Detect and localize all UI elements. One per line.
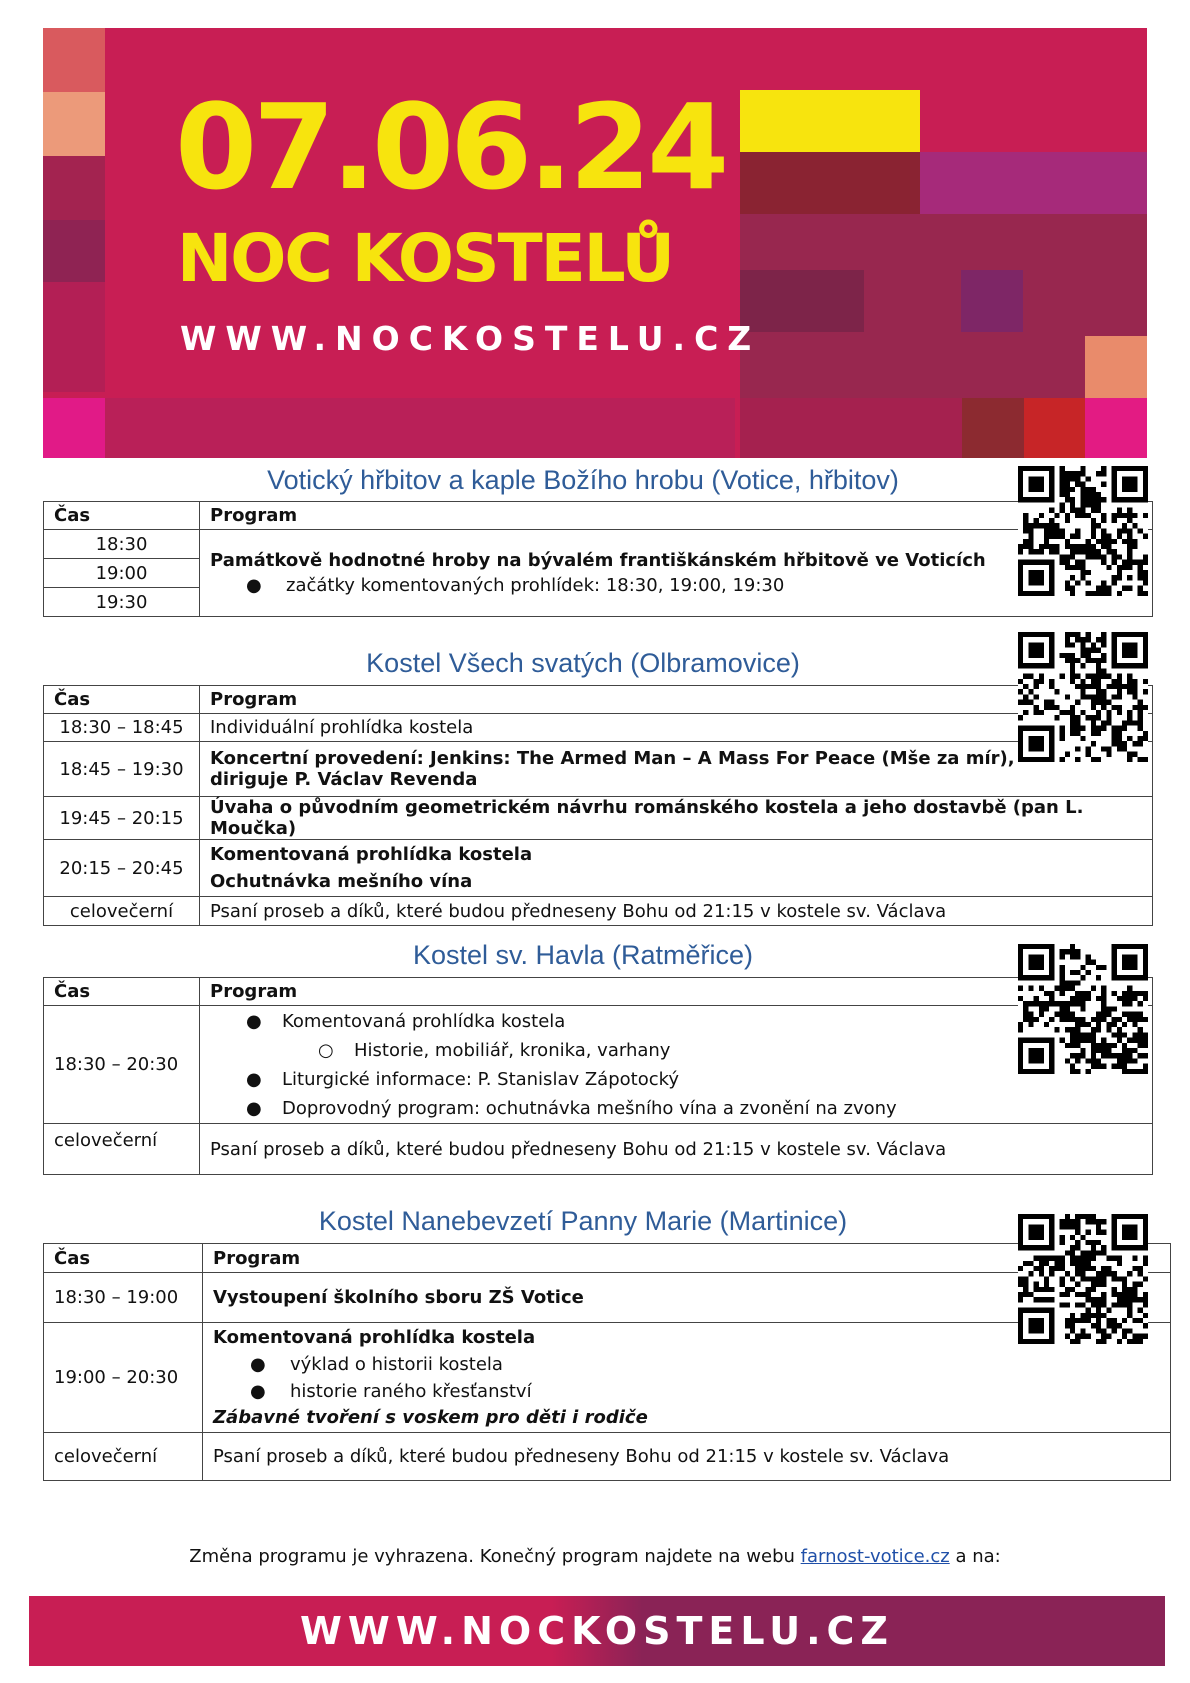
time-cell: celovečerní: [44, 1433, 203, 1481]
header-program: Program: [203, 1244, 1171, 1273]
event-banner: [43, 28, 1147, 458]
time-cell: 20:15 – 20:45: [44, 840, 200, 897]
program-cell: Komentovaná prohlídka kostela Ochutnávka mešního vína: [200, 840, 1153, 897]
bullet-icon: ●: [246, 1068, 262, 1090]
table-row: [44, 530, 1153, 559]
header-time: Čas: [44, 1244, 203, 1273]
decor-square: [43, 398, 105, 458]
event-title: NOC KOSTELŮ: [177, 220, 673, 297]
bullet-icon: ●: [250, 1380, 266, 1402]
list-item: ● historie raného křesťanství: [213, 1378, 1160, 1405]
time-cell: 19:30: [44, 588, 200, 617]
section-title-votice: Votický hřbitov a kaple Božího hrobu (Votice, hřbitov): [267, 465, 899, 495]
decor-square: [740, 152, 920, 214]
event-date: 07.06.24: [175, 78, 726, 216]
header-program: Program: [200, 686, 1153, 714]
program-title: Památkově hodnotné hroby na bývalém františkánském hřbitově ve Voticích: [210, 550, 986, 571]
decor-square: [43, 282, 105, 392]
time-cell: 19:45 – 20:15: [44, 797, 200, 840]
table-row: [44, 797, 1153, 840]
decor-square: [740, 90, 920, 152]
time-cell: 19:00: [44, 559, 200, 588]
event-url: WWW.NOCKOSTELU.CZ: [180, 319, 761, 358]
header-time: Čas: [44, 978, 200, 1006]
header-program: Program: [200, 978, 1153, 1006]
table-row: [44, 742, 1153, 797]
decor-square: [43, 220, 105, 282]
table-row: [44, 840, 1153, 897]
program-cell: [200, 1006, 1153, 1124]
decor-square: [43, 156, 105, 220]
sub-bullet-icon: ○: [318, 1039, 334, 1061]
list-item: ○ Historie, mobiliář, kronika, varhany: [210, 1036, 1142, 1065]
header-time: Čas: [44, 686, 200, 714]
header-time: Čas: [44, 502, 200, 530]
list-item: ● Doprovodný program: ochutnávka mešního vína a zvonění na zvony: [210, 1094, 1142, 1123]
bullet-icon: ●: [246, 575, 262, 596]
decor-square: [961, 270, 1023, 332]
time-cell: celovečerní: [44, 1124, 200, 1175]
time-cell: 18:45 – 19:30: [44, 742, 200, 797]
table-row: [44, 1433, 1171, 1481]
table-header-row: [44, 978, 1153, 1006]
qr-code-icon: [1018, 632, 1148, 762]
list-item: ● začátky komentovaných prohlídek: 18:30, 19:00, 19:30: [246, 575, 785, 596]
program-cell: [200, 530, 1153, 617]
bullet-icon: ●: [246, 1010, 262, 1032]
qr-code-icon: [1018, 1214, 1148, 1344]
list-item: ● Liturgické informace: P. Stanislav Zápotocký: [210, 1065, 1142, 1094]
farnost-link[interactable]: farnost-votice.cz: [800, 1546, 950, 1567]
program-table-olbramovice: [43, 685, 1153, 926]
section-title-olbramovice: Kostel Všech svatých (Olbramovice): [366, 648, 800, 678]
time-cell: 18:30 – 19:00: [44, 1273, 203, 1323]
decor-square: [1085, 398, 1147, 458]
program-cell: Individuální prohlídka kostela: [200, 714, 1153, 742]
decor-square: [740, 398, 962, 458]
footer-url: WWW.NOCKOSTELU.CZ: [300, 1609, 894, 1653]
program-table-votice: [43, 501, 1153, 617]
program-heading: Komentovaná prohlídka kostela: [213, 1326, 536, 1348]
program-cell: Úvaha o původním geometrickém návrhu románského kostela a jeho dostavbě (pan L. Moučka): [200, 797, 1153, 840]
list-item: ● Komentovaná prohlídka kostela: [210, 1007, 1142, 1036]
qr-code-icon: [1018, 944, 1148, 1074]
time-cell: celovečerní: [44, 897, 200, 926]
table-row: [44, 714, 1153, 742]
footer-banner: [29, 1596, 1165, 1666]
decor-square: [1024, 398, 1085, 458]
table-row: [44, 1323, 1171, 1433]
decor-square: [1085, 336, 1147, 398]
decor-square: [43, 92, 105, 156]
decor-square: [43, 28, 105, 92]
time-cell: 18:30 – 20:30: [44, 1006, 200, 1124]
header-program: Program: [200, 502, 1153, 530]
program-change-note: Změna programu je vyhrazena. Konečný program najdete na webu farnost-votice.cz a na:: [189, 1546, 1001, 1567]
table-row: [44, 1124, 1153, 1175]
table-row: [44, 1273, 1171, 1323]
table-row: [44, 1006, 1153, 1124]
program-table-martinice: [43, 1243, 1171, 1481]
time-cell: 18:30 – 18:45: [44, 714, 200, 742]
list-item: ● výklad o historii kostela: [213, 1351, 1160, 1378]
time-cell: 18:30: [44, 530, 200, 559]
bullet-icon: ●: [250, 1353, 266, 1375]
program-cell: Koncertní provedení: Jenkins: The Armed Man – A Mass For Peace (Mše za mír), diriguje P. Václav Revenda: [200, 742, 1153, 797]
program-extra: Zábavné tvoření s voskem pro děti i rodiče: [213, 1406, 648, 1428]
time-cell: 19:00 – 20:30: [44, 1323, 203, 1433]
table-row: [44, 897, 1153, 926]
program-cell: Psaní proseb a díků, které budou předneseny Bohu od 21:15 v kostele sv. Václava: [200, 897, 1153, 926]
qr-code-icon: [1018, 466, 1148, 596]
decor-square: [962, 398, 1024, 458]
decor-square: [920, 152, 1147, 214]
program-table-ratmerice: [43, 977, 1153, 1175]
section-title-ratmerice: Kostel sv. Havla (Ratměřice): [412, 940, 754, 970]
table-header-row: [44, 1244, 1171, 1273]
table-header-row: [44, 686, 1153, 714]
bullet-icon: ●: [246, 1097, 262, 1119]
table-header-row: [44, 502, 1153, 530]
section-title-martinice: Kostel Nanebevzetí Panny Marie (Martinice): [318, 1206, 848, 1236]
program-cell: Psaní proseb a díků, které budou předneseny Bohu od 21:15 v kostele sv. Václava: [200, 1124, 1153, 1175]
program-cell: Psaní proseb a díků, které budou předneseny Bohu od 21:15 v kostele sv. Václava: [203, 1433, 1171, 1481]
program-cell: Vystoupení školního sboru ZŠ Votice: [203, 1273, 1171, 1323]
decor-strip: [105, 398, 735, 458]
